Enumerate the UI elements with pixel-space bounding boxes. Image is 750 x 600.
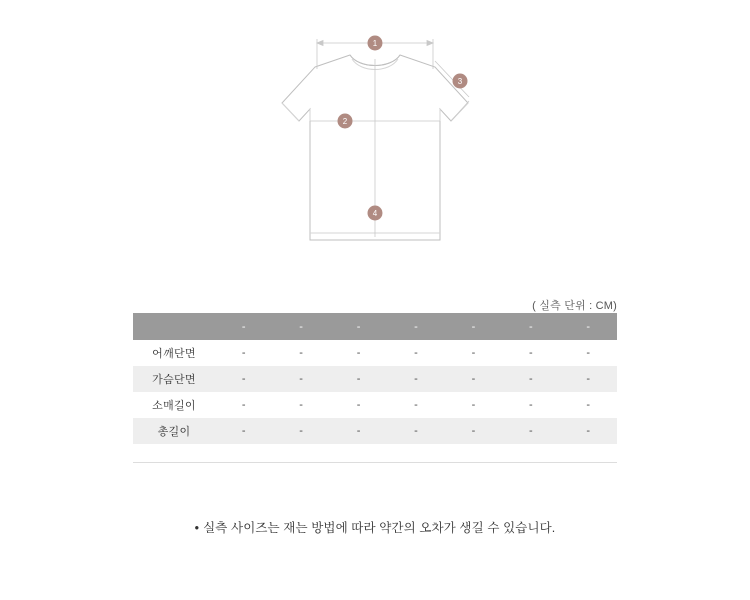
cell-chest-2: - bbox=[272, 366, 329, 392]
cell-chest-1: - bbox=[215, 366, 272, 392]
tshirt-illustration bbox=[255, 25, 495, 275]
table-row bbox=[133, 418, 617, 444]
row-label-shoulder: 어깨단면 bbox=[133, 340, 215, 366]
table-row bbox=[133, 340, 617, 366]
marker-1-label: 1 bbox=[372, 39, 378, 48]
marker-2 bbox=[338, 114, 353, 129]
cell-total-6: - bbox=[502, 418, 559, 444]
cell-chest-5: - bbox=[445, 366, 502, 392]
cell-chest-6: - bbox=[502, 366, 559, 392]
footnote-text: 실측 사이즈는 재는 방법에 따라 약간의 오차가 생길 수 있습니다. bbox=[203, 521, 556, 535]
bullet-icon: • bbox=[194, 521, 200, 535]
cell-chest-4: - bbox=[387, 366, 444, 392]
cell-sleeve-6: - bbox=[502, 392, 559, 418]
header-cell-2: - bbox=[272, 313, 329, 340]
marker-4 bbox=[368, 206, 383, 221]
table-header-row bbox=[133, 313, 617, 340]
row-label-sleeve: 소매길이 bbox=[133, 392, 215, 418]
row-label-chest: 가슴단면 bbox=[133, 366, 215, 392]
cell-sleeve-4: - bbox=[387, 392, 444, 418]
cell-chest-7: - bbox=[560, 366, 617, 392]
cell-shoulder-4: - bbox=[387, 340, 444, 366]
cell-sleeve-2: - bbox=[272, 392, 329, 418]
cell-sleeve-7: - bbox=[560, 392, 617, 418]
cell-sleeve-1: - bbox=[215, 392, 272, 418]
header-cell-label bbox=[133, 313, 215, 340]
cell-total-1: - bbox=[215, 418, 272, 444]
footnote bbox=[0, 518, 750, 536]
header-cell-4: - bbox=[387, 313, 444, 340]
cell-shoulder-2: - bbox=[272, 340, 329, 366]
header-cell-1: - bbox=[215, 313, 272, 340]
marker-2-label: 2 bbox=[342, 117, 348, 126]
table-row bbox=[133, 366, 617, 392]
cell-shoulder-5: - bbox=[445, 340, 502, 366]
cell-shoulder-3: - bbox=[330, 340, 387, 366]
unit-note: ( 실측 단위 : CM) bbox=[532, 300, 617, 312]
table-row bbox=[133, 392, 617, 418]
cell-chest-3: - bbox=[330, 366, 387, 392]
cell-total-2: - bbox=[272, 418, 329, 444]
cell-total-5: - bbox=[445, 418, 502, 444]
cell-shoulder-6: - bbox=[502, 340, 559, 366]
cell-total-3: - bbox=[330, 418, 387, 444]
size-table-head bbox=[133, 313, 617, 340]
marker-1 bbox=[368, 36, 383, 51]
cell-sleeve-3: - bbox=[330, 392, 387, 418]
size-table bbox=[133, 313, 617, 444]
size-table-body bbox=[133, 340, 617, 444]
cell-sleeve-5: - bbox=[445, 392, 502, 418]
row-label-total-length: 총길이 bbox=[133, 418, 215, 444]
header-cell-6: - bbox=[502, 313, 559, 340]
cell-shoulder-1: - bbox=[215, 340, 272, 366]
cell-total-4: - bbox=[387, 418, 444, 444]
marker-4-label: 4 bbox=[372, 209, 378, 218]
cell-total-7: - bbox=[560, 418, 617, 444]
header-cell-7: - bbox=[560, 313, 617, 340]
marker-3-label: 3 bbox=[457, 77, 463, 86]
header-cell-5: - bbox=[445, 313, 502, 340]
header-cell-3: - bbox=[330, 313, 387, 340]
cell-shoulder-7: - bbox=[560, 340, 617, 366]
marker-3 bbox=[453, 74, 468, 89]
section-divider bbox=[133, 462, 617, 463]
measurement-diagram bbox=[0, 0, 750, 285]
